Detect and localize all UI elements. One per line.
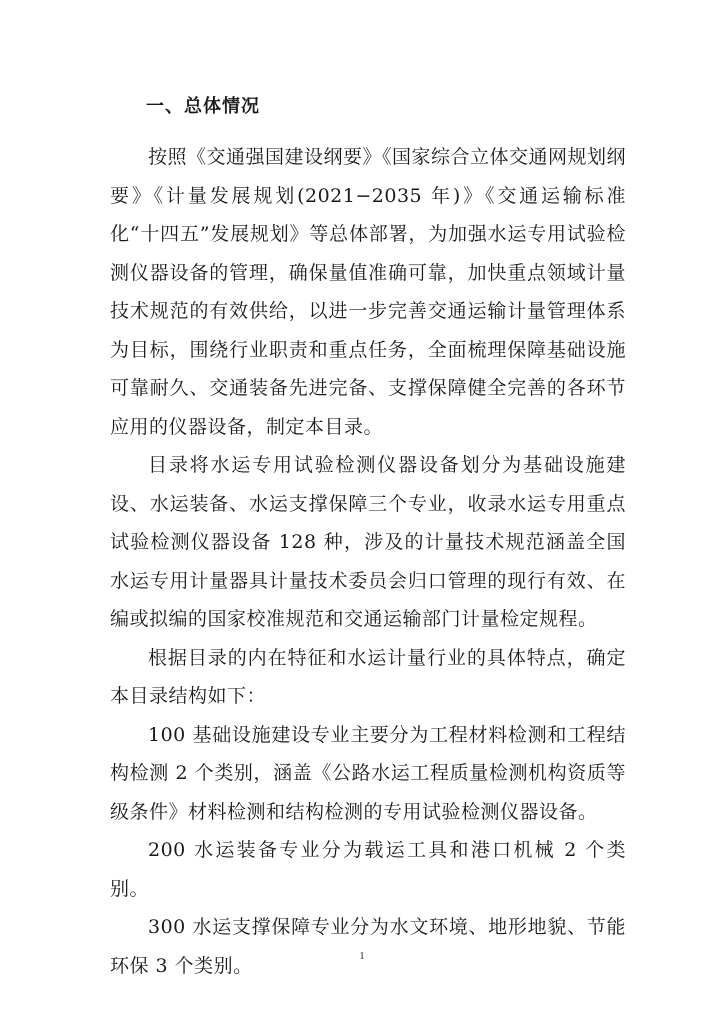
page-number: 1 (359, 950, 365, 962)
paragraph-catalog-scope: 目录将水运专用试验检测仪器设备划分为基础设施建设、水运装备、水运支撑保障三个专业，收录水运专用重点试验检测仪器设备 128 种，涉及的计量技术规范涵盖全国水运专用计量器具计量技术委员会归口管理的现行有效、在编或拟编的国家校准规范和交通运输部门计量检定规程。 (110, 454, 626, 630)
paragraph-category-200: 200 水运装备专业分为载运工具和港口机械 2 个类别。 (110, 839, 626, 900)
paragraph-category-300: 300 水运支撑保障专业分为水文环境、地形地貌、节能环保 3 个类别。 (110, 916, 626, 977)
paragraph-category-100: 100 基础设施建设专业主要分为工程材料检测和工程结构检测 2 个类别，涵盖《公路水运工程质量检测机构资质等级条件》材料检测和结构检测的专用试验检测仪器设备。 (110, 723, 626, 823)
paragraph-structure-intro: 根据目录的内在特征和水运计量行业的具体特点，确定本目录结构如下： (110, 646, 626, 707)
body-text (110, 138, 626, 985)
section-heading: 一、总体情况 (146, 96, 260, 117)
paragraph-basis: 按照《交通强国建设纲要》《国家综合立体交通网规划纲要》《计量发展规划(2021−2035 年)》《交通运输标准化“十四五”发展规划》等总体部署，为加强水运专用试验检测仪器设备的管理，确保量值准确可靠，加快重点领域计量技术规范的有效供给，以进一步完善交通运输计量管理体系为目标，围绕行业职责和重点任务，全面梳理保障基础设施可靠耐久、交通装备先进完备、支撑保障健全完善的各环节应用的仪器设备，制定本目录。 (110, 146, 627, 438)
